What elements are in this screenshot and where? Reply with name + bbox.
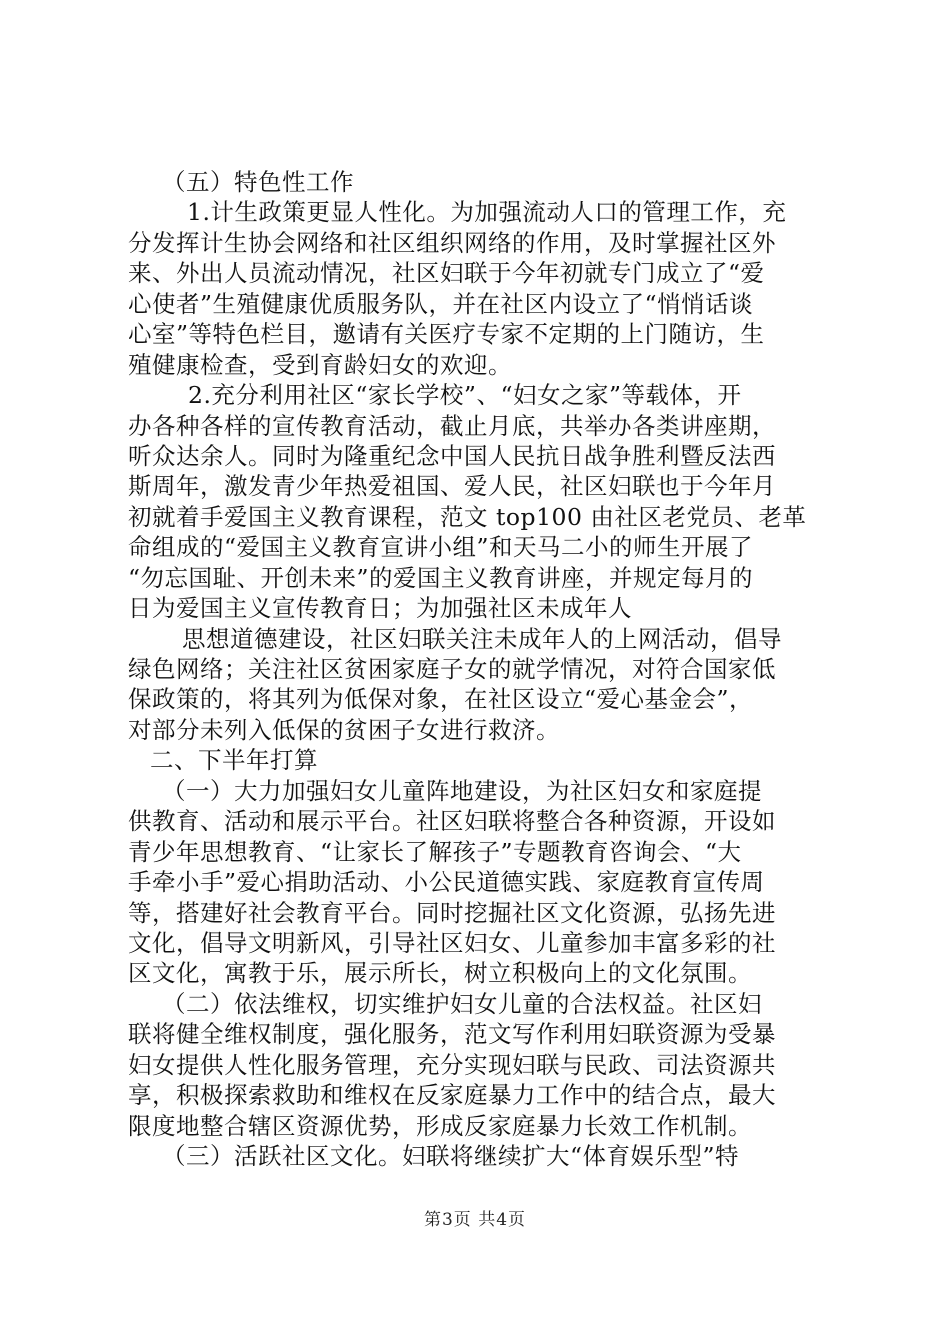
- text-line: 妇女提供人性化服务管理，充分实现妇联与民政、司法资源共: [128, 1050, 776, 1079]
- text-line: 对部分未列入低保的贫困子女进行救济。: [128, 715, 560, 744]
- text-line: 命组成的“爱国主义教育宣讲小组”和天马二小的师生开展了: [128, 533, 754, 562]
- text-line: 分发挥计生协会网络和社区组织网络的作用，及时掌握社区外: [128, 228, 776, 257]
- text-line: 心室”等特色栏目，邀请有关医疗专家不定期的上门随访，生: [128, 320, 765, 349]
- text-line: 办各种各样的宣传教育活动，截止月底，共举办各类讲座期，: [128, 411, 776, 440]
- text-line: （三）活跃社区文化。妇联将继续扩大“体育娱乐型”特: [162, 1142, 740, 1170]
- section-heading: 二、下半年打算: [150, 746, 318, 775]
- text-line: （二）依法维权，切实维护妇女儿童的合法权益。社区妇: [162, 989, 762, 1018]
- text-line: 听众达余人。同时为隆重纪念中国人民抗日战争胜利暨反法西: [128, 441, 776, 470]
- text-line: 1.计生政策更显人性化。为加强流动人口的管理工作，充: [187, 198, 787, 227]
- text-line: （五）特色性工作: [162, 168, 354, 196]
- text-line: 手牵小手”爱心捐助活动、小公民道德实践、家庭教育宣传周: [128, 868, 765, 897]
- text-line: 文化，倡导文明新风，引导社区妇女、儿童参加丰富多彩的社: [128, 928, 776, 957]
- text-line: 联将健全维权制度，强化服务，范文写作利用妇联资源为受暴: [128, 1020, 776, 1049]
- text-line: 思想道德建设，社区妇联关注未成年人的上网活动，倡导: [182, 624, 782, 653]
- text-line: 斯周年，激发青少年热爱祖国、爱人民，社区妇联也于今年月: [128, 472, 776, 501]
- text-line: 限度地整合辖区资源优势，形成反家庭暴力长效工作机制。: [128, 1111, 752, 1140]
- text-line: （一）大力加强妇女儿童阵地建设，为社区妇女和家庭提: [162, 776, 762, 805]
- text-line: 绿色网络；关注社区贫困家庭子女的就学情况，对符合国家低: [128, 655, 776, 683]
- text-line: 享，积极探索救助和维权在反家庭暴力工作中的结合点，最大: [128, 1081, 776, 1110]
- text-line: 殖健康检查，受到育龄妇女的欢迎。: [128, 350, 512, 379]
- text-line: 区文化，寓教于乐，展示所长，树立积极向上的文化氛围。: [128, 959, 752, 988]
- text-line: “勿忘国耻、开创未来”的爱国主义教育讲座，并规定每月的: [128, 563, 754, 592]
- page-number-footer: 第3页 共4页: [423, 1210, 527, 1230]
- text-line: 日为爱国主义宣传教育日；为加强社区未成年人: [128, 594, 632, 623]
- text-line: 来、外出人员流动情况，社区妇联于今年初就专门成立了“爱: [128, 259, 765, 288]
- text-line: 初就着手爱国主义教育课程，范文 top100 由社区老党员、老革: [128, 502, 807, 531]
- text-line: 保政策的，将其列为低保对象，在社区设立“爱心基金会”，: [128, 685, 754, 714]
- text-line: 等，搭建好社会教育平台。同时挖掘社区文化资源，弘扬先进: [128, 898, 776, 927]
- text-line: 2.充分利用社区“家长学校”、“妇女之家”等载体，开: [188, 381, 742, 410]
- text-line: 供教育、活动和展示平台。社区妇联将整合各种资源，开设如: [128, 807, 776, 836]
- text-line: 心使者”生殖健康优质服务队，并在社区内设立了“悄悄话谈: [128, 289, 754, 318]
- text-line: 青少年思想教育、“让家长了解孩子”专题教育咨询会、“大: [128, 837, 742, 866]
